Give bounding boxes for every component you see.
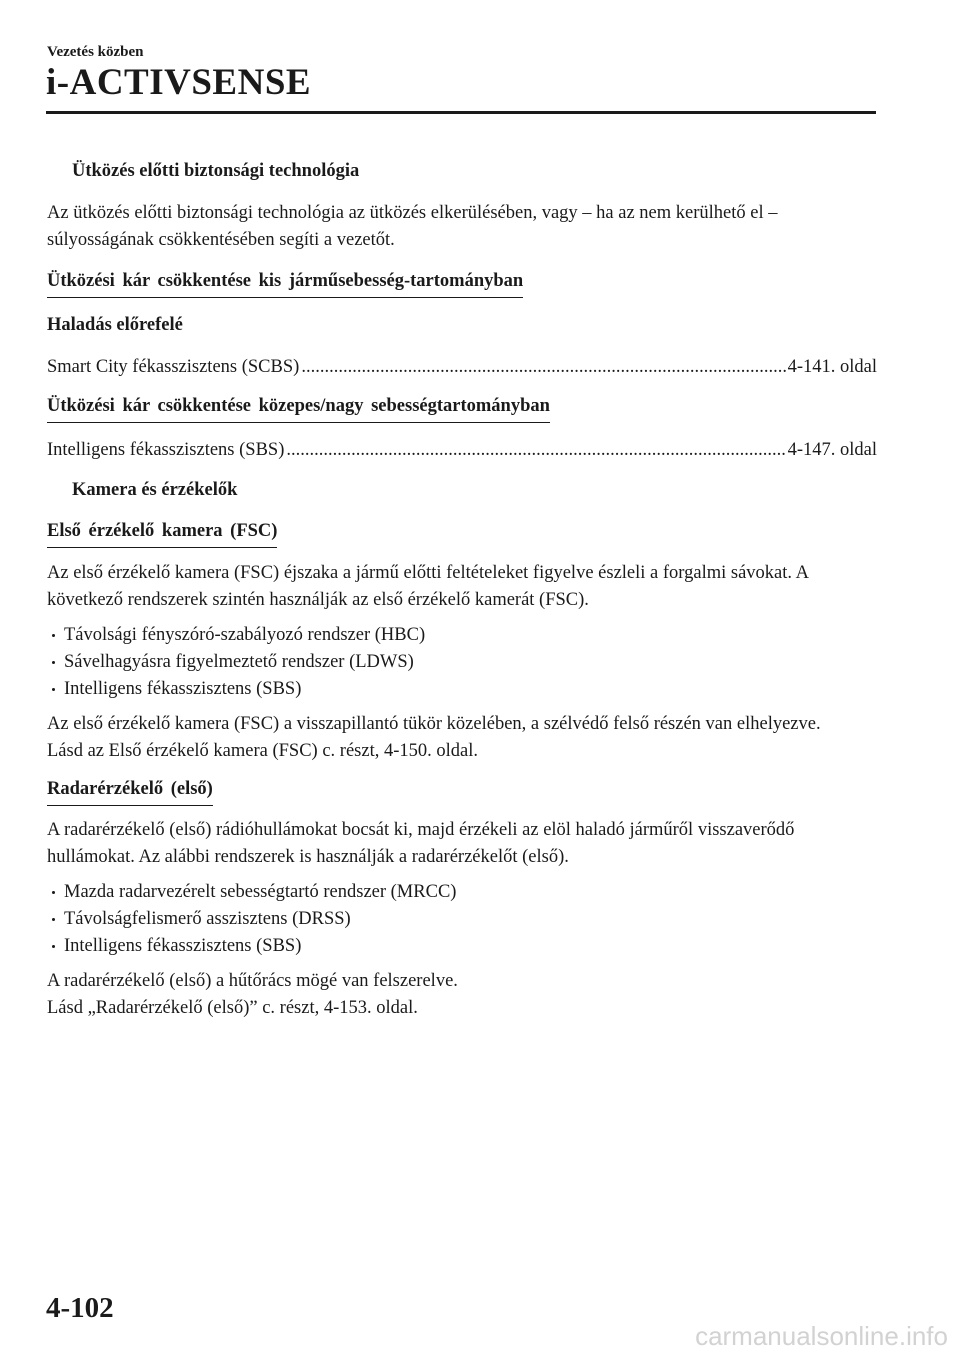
section-marker-icon	[47, 163, 61, 177]
bullet-icon	[52, 918, 55, 921]
forward-heading: Haladás előrefelé	[47, 315, 183, 335]
bullet-icon	[52, 945, 55, 948]
mid-speed-heading: Ütközési kár csökkentése közepes/nagy sebességtartományban	[47, 393, 550, 423]
toc-page: 4-147. oldal	[787, 440, 877, 460]
watermark: carmanualsonline.info	[695, 1321, 948, 1351]
page-title: i-ACTIVSENSE	[46, 62, 312, 103]
header-divider	[46, 111, 876, 114]
page-content	[47, 158, 877, 1022]
radar-paragraph: A radarérzékelő (első) rádióhullámokat bocsát ki, majd érzékeli az elöl haladó járműről visszaverődő hullámokat. Az alábbi rendszerek is használják a radarérzékelőt (első).	[47, 820, 795, 867]
radar-reference: Lásd „Radarérzékelő (első)” c. részt, 4-153. oldal.	[47, 998, 418, 1018]
fsc-heading: Első érzékelő kamera (FSC)	[47, 518, 277, 548]
list-item: Sávelhagyásra figyelmeztető rendszer (LDWS)	[47, 649, 877, 676]
bullet-icon	[52, 891, 55, 894]
toc-leader	[301, 354, 785, 381]
toc-label: Smart City fékasszisztens (SCBS)	[47, 357, 300, 377]
bullet-icon	[52, 661, 55, 664]
page-number: 4-102	[46, 1292, 114, 1324]
toc-label: Intelligens fékasszisztens (SBS)	[47, 440, 285, 460]
toc-entry-sbs	[47, 437, 877, 464]
radar-heading: Radarérzékelő (első)	[47, 776, 213, 806]
toc-leader	[286, 437, 785, 464]
list-item: Intelligens fékasszisztens (SBS)	[47, 933, 877, 960]
toc-page: 4-141. oldal	[787, 357, 877, 377]
bullet-icon	[52, 634, 55, 637]
list-item: Távolságfelismerő asszisztens (DRSS)	[47, 906, 877, 933]
list-item: Intelligens fékasszisztens (SBS)	[47, 676, 877, 703]
section-title-sensors	[72, 477, 877, 504]
radar-location-paragraph: A radarérzékelő (első) a hűtőrács mögé van felszerelve.	[47, 971, 458, 991]
list-item: Mazda radarvezérelt sebességtartó rendszer (MRCC)	[47, 879, 877, 906]
low-speed-heading: Ütközési kár csökkentése kis járműsebesség-tartományban	[47, 268, 523, 298]
chapter-label: Vezetés közben	[47, 44, 144, 60]
radar-systems-list	[47, 879, 877, 960]
collision-paragraph: Az ütközés előtti biztonsági technológia az ütközés elkerülésében, vagy – ha az nem kerülhető el – súlyosságának csökkentésében segíti a vezetőt.	[47, 203, 778, 250]
toc-entry-scbs	[47, 354, 877, 381]
section-title-collision	[72, 158, 877, 185]
fsc-location-paragraph: Az első érzékelő kamera (FSC) a visszapillantó tükör közelében, a szélvédő felső részén van elhelyezve.	[47, 714, 821, 734]
list-item: Távolsági fényszóró-szabályozó rendszer (HBC)	[47, 622, 877, 649]
section-title-text: Ütközés előtti biztonsági technológia	[72, 161, 360, 181]
fsc-systems-list	[47, 622, 877, 703]
fsc-reference: Lásd az Első érzékelő kamera (FSC) c. részt, 4-150. oldal.	[47, 741, 479, 761]
section-title-text: Kamera és érzékelők	[72, 480, 238, 500]
section-marker-icon	[47, 482, 61, 496]
bullet-icon	[52, 688, 55, 691]
fsc-paragraph: Az első érzékelő kamera (FSC) éjszaka a jármű előtti feltételeket figyelve észleli a forgalmi sávokat. A következő rendszerek szintén használják az első érzékelő kamerát (FSC).	[47, 563, 808, 610]
